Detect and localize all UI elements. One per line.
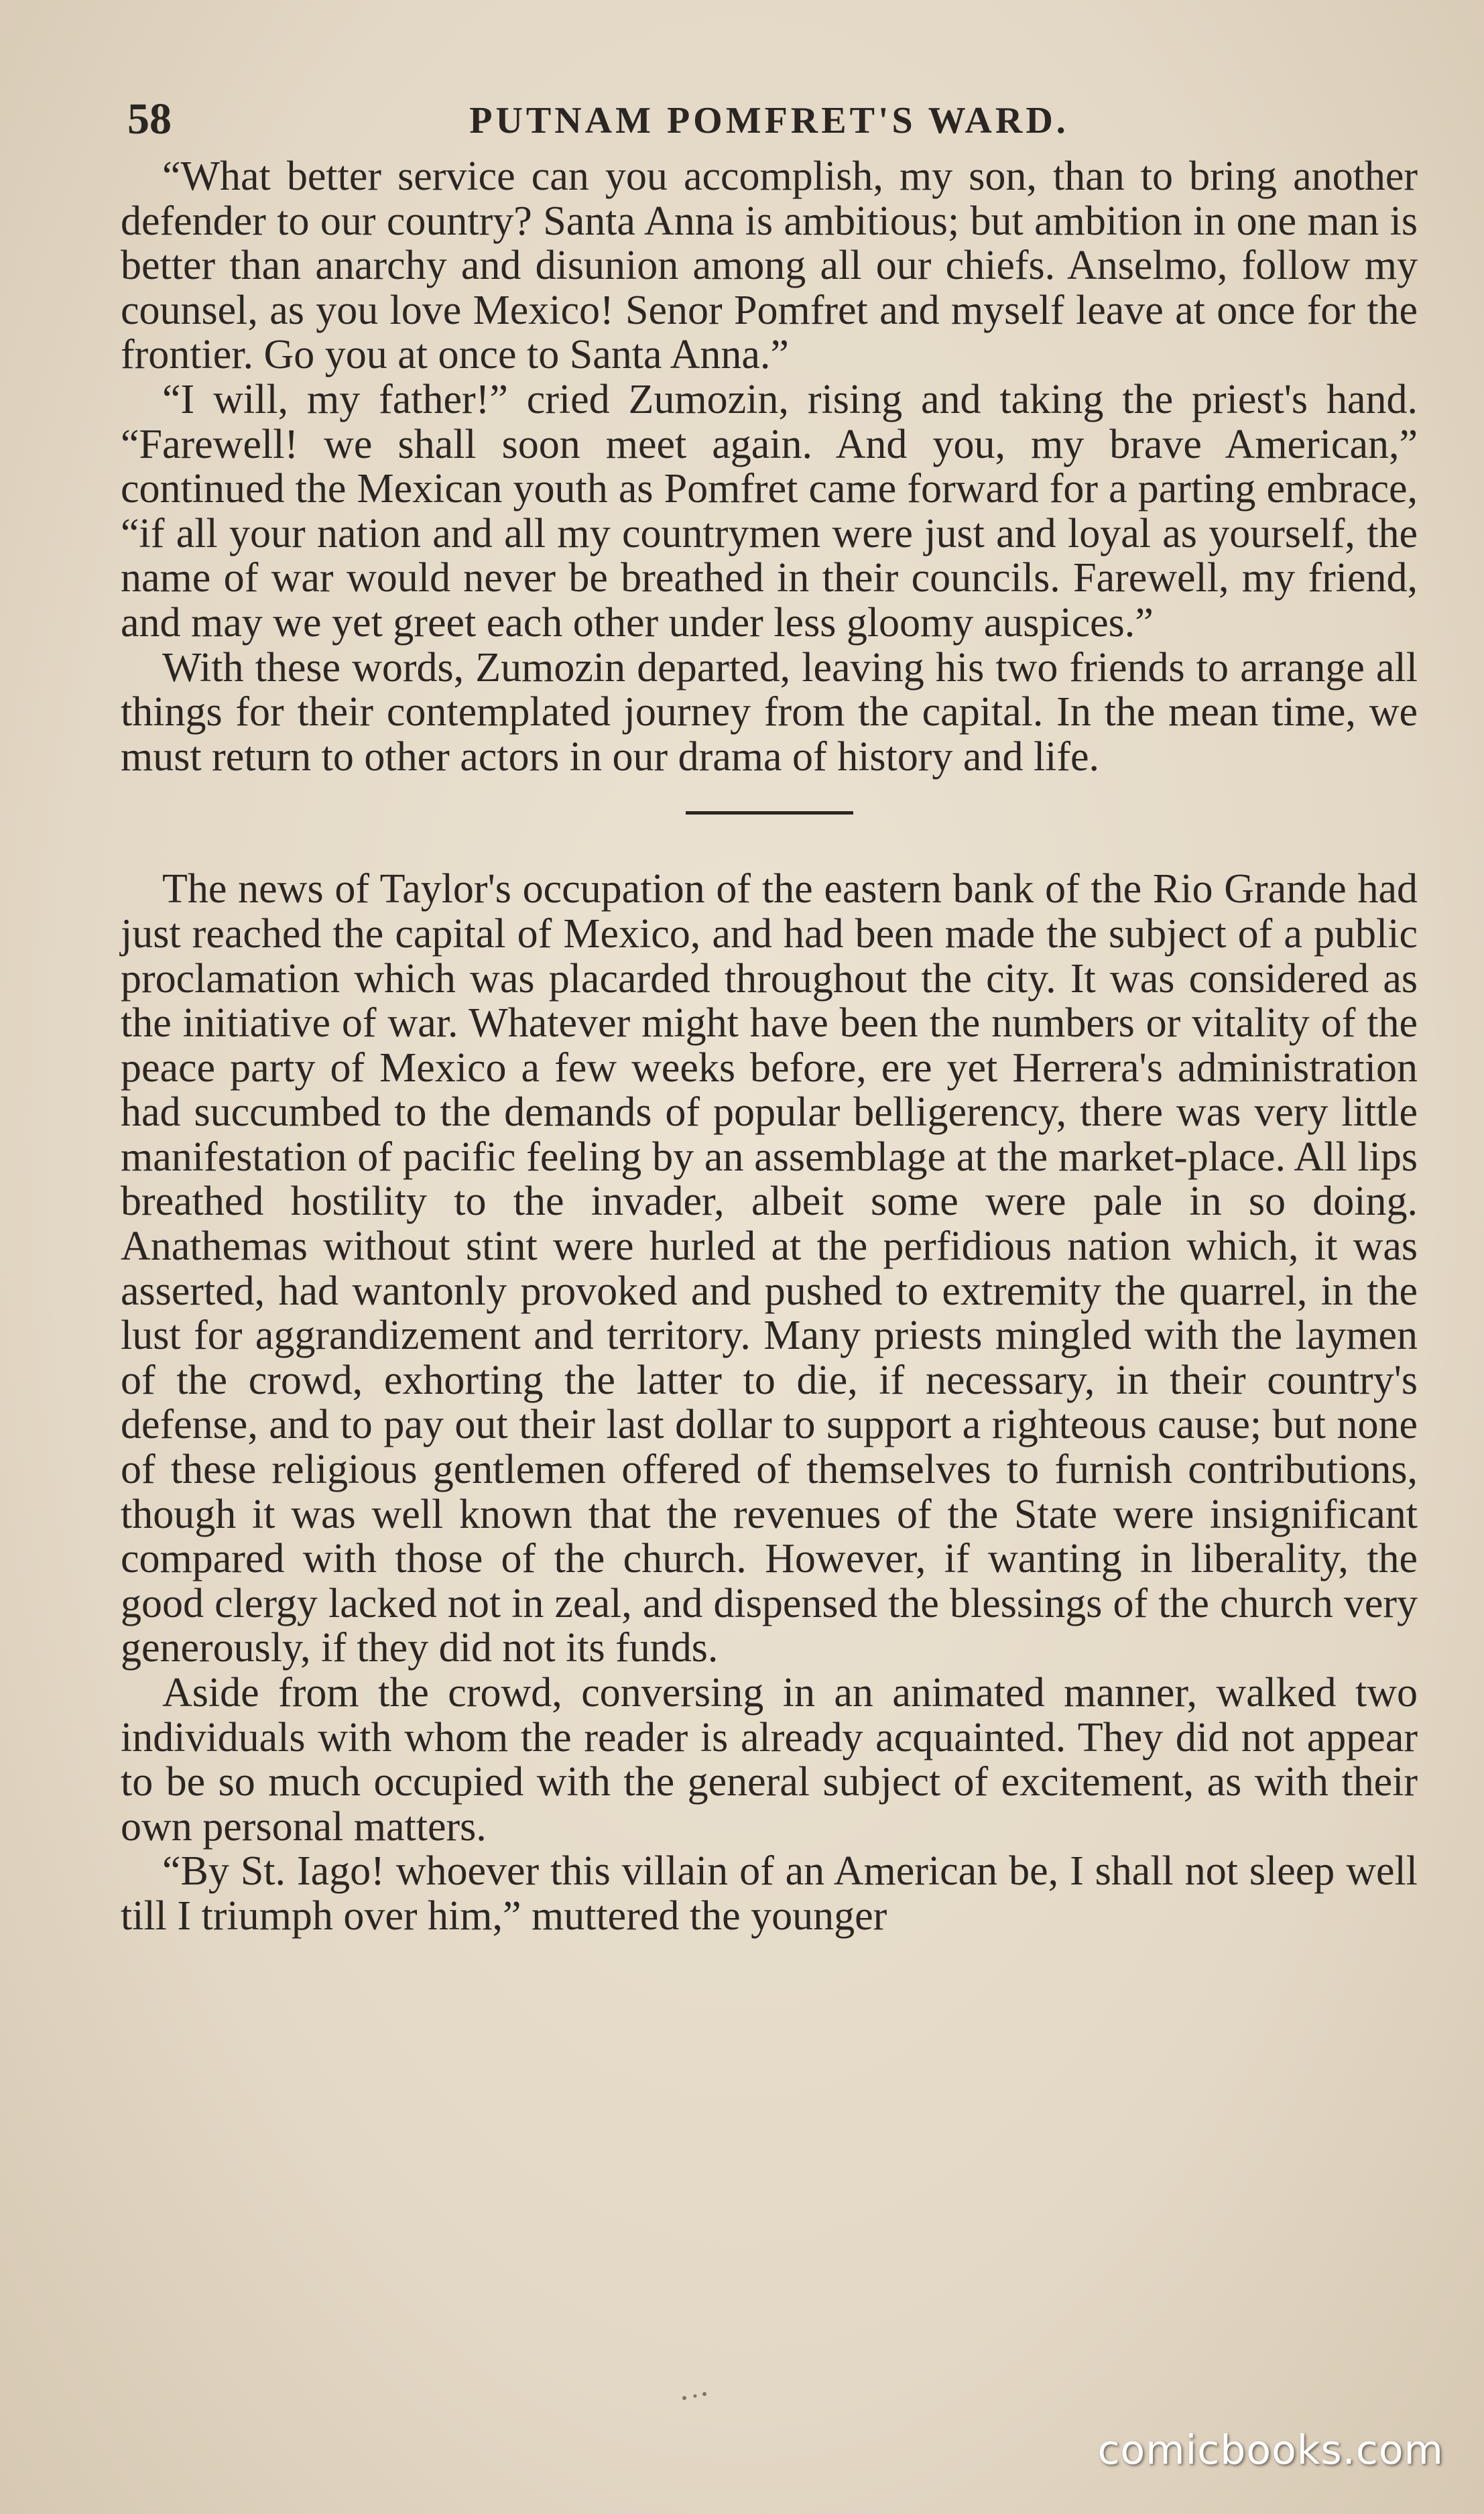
running-title: PUTNAM POMFRET'S WARD. bbox=[469, 100, 1069, 141]
paragraph: The news of Taylor's occupation of the eastern bank of the Rio Grande had just reached the capital of Mexico, and had been made the subject of a public proclamation which was placarded throughout the city. It was considered as the initiative of war. Whatever might have been the numbers or vitality of the peace party of Mexico a few weeks before, ere yet Herrera's administration had succumbed to the demands of popular belligerency, there was very little manifestation of pacific feeling by an assemblage at the market-place. All lips breathed hostility to the invader, albeit some were pale in so doing. Anathemas without stint were hurled at the perfidious nation which, it was asserted, had wantonly provoked and pushed to extremity the quarrel, in the lust for aggrandizement and territory. Many priests mingled with the laymen of the crowd, exhorting the latter to die, if necessary, in their country's defense, and to pay out their last dollar to support a righteous cause; but none of these religious gentlemen offered of themselves to furnish contributions, though it was well known that the revenues of the State were insignificant compared with those of the church. However, if wanting in liberality, the good clergy lacked not in zeal, and dispensed the blessings of the church very generously, if they did not its funds. bbox=[121, 866, 1418, 1671]
paragraph: With these words, Zumozin departed, leaving his two friends to arrange all things for their contemplated journey from the capital. In the mean time, we must return to other actors in our drama of history and life. bbox=[121, 644, 1418, 780]
body-text bbox=[121, 154, 1418, 1939]
page-number: 58 bbox=[127, 95, 172, 143]
section-divider bbox=[686, 811, 853, 815]
paragraph: “By St. Iago! whoever this villain of an American be, I shall not sleep well till I triumph over him,” muttered the younger bbox=[121, 1848, 1418, 1939]
site-watermark: comicbooks.com bbox=[1097, 2427, 1444, 2474]
book-page bbox=[121, 80, 1418, 1939]
ink-speck-mark bbox=[680, 2390, 714, 2403]
page-header bbox=[121, 80, 1418, 154]
paragraph: “What better service can you accomplish, my son, than to bring another defender to our country? Santa Anna is ambitious; but ambition in one man is better than anarchy and disunion among all our chiefs. Anselmo, follow my counsel, as you love Mexico! Senor Pomfret and myself leave at once for the frontier. Go you at once to Santa Anna.” bbox=[121, 154, 1418, 378]
paragraph: Aside from the crowd, conversing in an animated manner, walked two individuals with whom the reader is already acquainted. They did not appear to be so much occupied with the general subject of excitement, as with their own personal matters. bbox=[121, 1670, 1418, 1850]
paragraph: “I will, my father!” cried Zumozin, rising and taking the priest's hand. “Farewell! we shall soon meet again. And you, my brave American,” continued the Mexican youth as Pomfret came forward for a parting embrace, “if all your nation and all my countrymen were just and loyal as yourself, the name of war would never be breathed in their councils. Farewell, my friend, and may we yet greet each other under less gloomy auspices.” bbox=[121, 376, 1418, 646]
